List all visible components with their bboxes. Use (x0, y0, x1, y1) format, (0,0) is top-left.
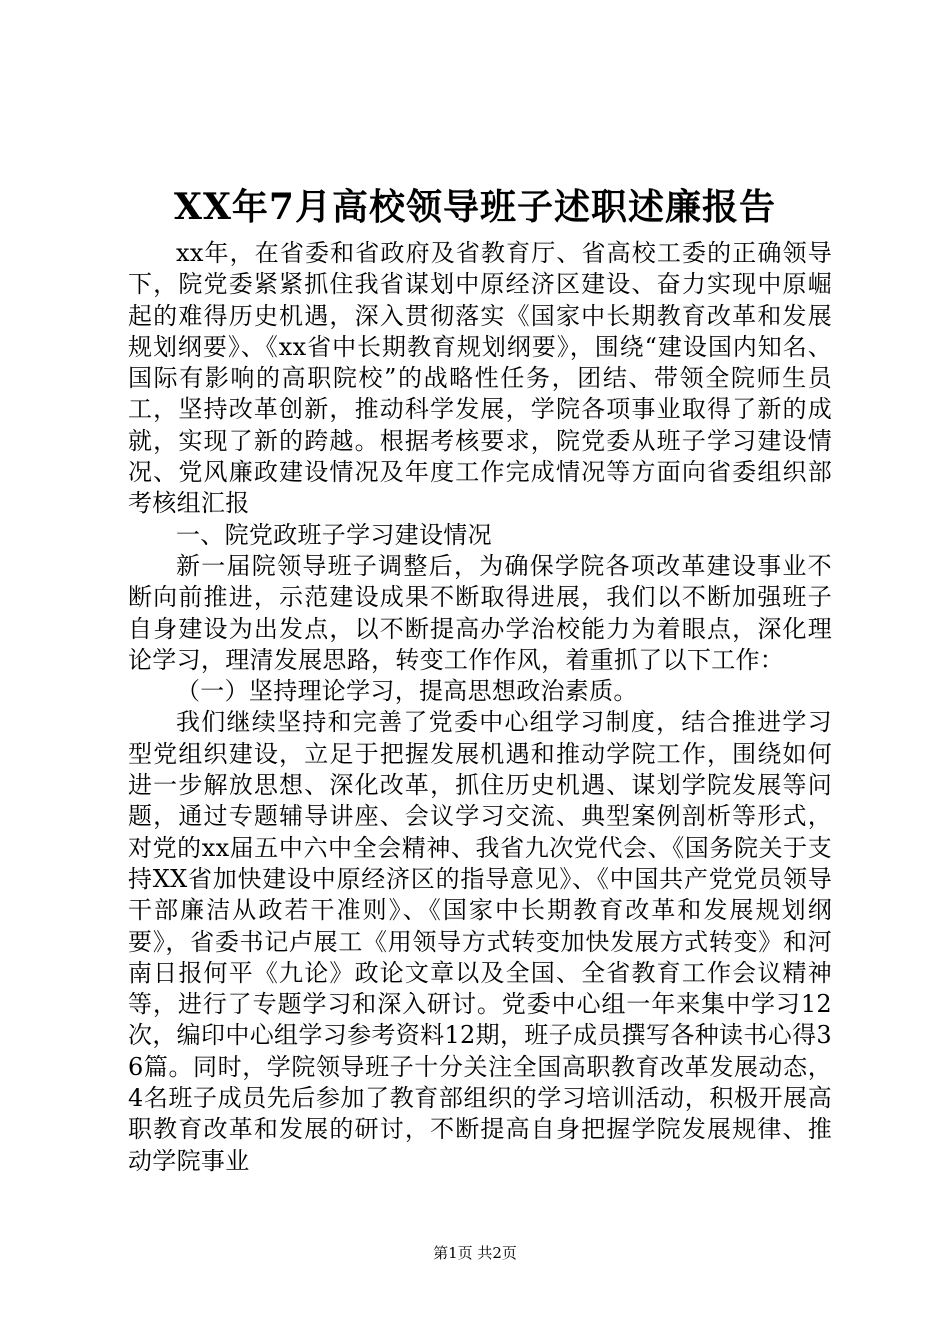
paragraph-section-1: 新一届院领导班子调整后，为确保学院各项改革建设事业不断向前推进，示范建设成果不断取得进展，我们以不断加强班子自身建设为出发点，以不断提高办学治校能力为着眼点，深化理论学习，理清发展思路，转变工作作风，着重抓了以下工作： (128, 551, 832, 674)
paragraph-intro: xx年，在省委和省政府及省教育厅、省高校工委的正确领导下，院党委紧紧抓住我省谋划中原经济区建设、奋力实现中原崛起的难得历史机遇，深入贯彻落实《国家中长期教育改革和发展规划纲要》、《xx省中长期教育规划纲要》，围绕“建设国内知名、国际有影响的高职院校”的战略性任务，团结、带领全院师生员工，坚持改革创新，推动科学发展，学院各项事业取得了新的成就，实现了新的跨越。根据考核要求，院党委从班子学习建设情况、党风廉政建设情况及年度工作完成情况等方面向省委组织部考核组汇报 (128, 239, 832, 518)
page-footer: 第1页 共2页 (433, 1244, 517, 1262)
subsection-heading-1: （一）坚持理论学习，提高思想政治素质。 (176, 677, 638, 706)
section-heading-1: 一、院党政班子学习建设情况 (176, 520, 492, 549)
document-title: XX年7月高校领导班子述职述廉报告 (174, 186, 776, 228)
paragraph-subsection-1: 我们继续坚持和完善了党委中心组学习制度，结合推进学习型党组织建设，立足于把握发展机遇和推动学院工作，围绕如何进一步解放思想、深化改革，抓住历史机遇、谋划学院发展等问题，通过专题辅导讲座、会议学习交流、典型案例剖析等形式，对党的xx届五中六中全会精神、我省九次党代会、《国务院关于支持XX省加快建设中原经济区的指导意见》、《中国共产党党员领导干部廉洁从政若干准则》、《国家中长期教育改革和发展规划纲要》，省委书记卢展工《用领导方式转变加快发展方式转变》和河南日报何平《九论》政论文章以及全国、全省教育工作会议精神等，进行了专题学习和深入研讨。党委中心组一年来集中学习12次，编印中心组学习参考资料12期，班子成员撰写各种读书心得36篇。同时，学院领导班子十分关注全国高职教育改革发展动态，4名班子成员先后参加了教育部组织的学习培训活动，积极开展高职教育改革和发展的研讨，不断提高自身把握学院发展规律、推动学院事业 (128, 708, 832, 1175)
document-body (128, 238, 832, 1177)
